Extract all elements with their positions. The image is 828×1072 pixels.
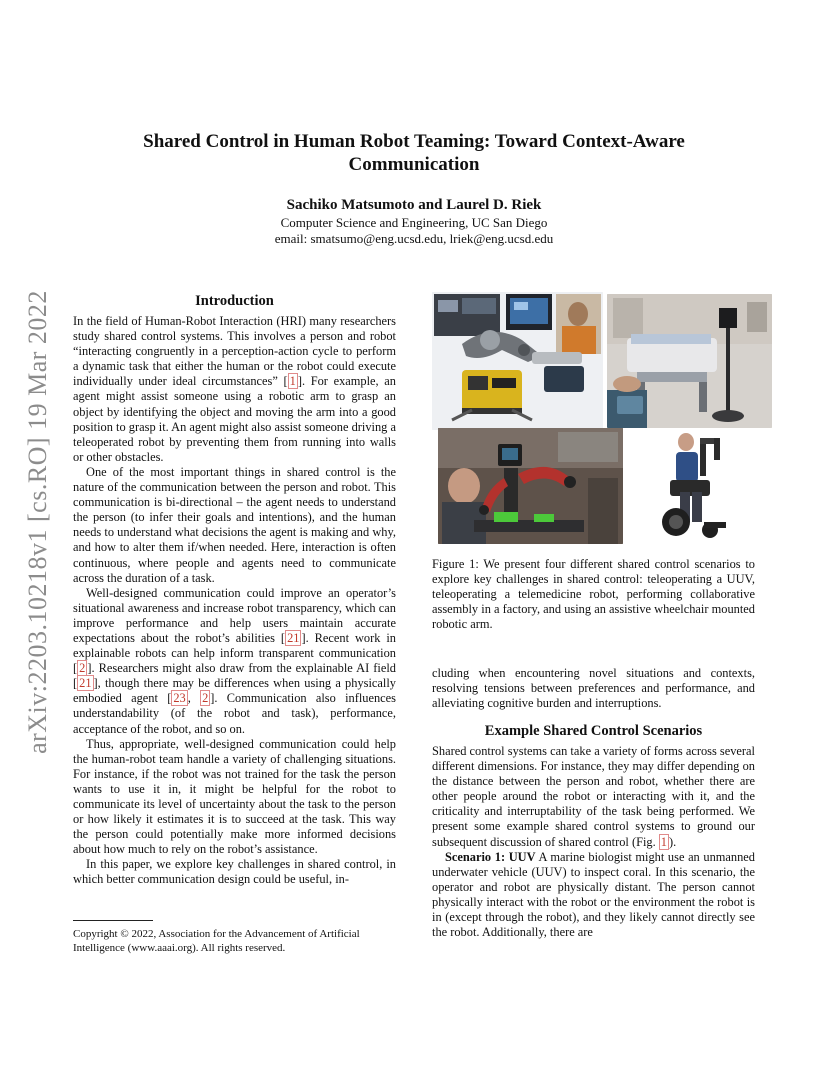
figure-reference-link[interactable]: 1 [660, 834, 667, 849]
figure-1 [432, 292, 772, 552]
scenarios-section [432, 722, 755, 940]
figure-panel-factory [438, 428, 623, 544]
scenarios-heading: Example Shared Control Scenarios [484, 723, 703, 739]
intro-paragraph-2: One of the most important things in shared control is the nature of the communication between the person and robot. This communication is bi-directional – the agent needs to understand the person (to infer their goals and intentions), and the human needs to understand what decisions the agent is making and why, and how to alter them if/when needed. Here, interaction is often continuous, where people and agents need to communicate across the duration of a task. [73, 464, 396, 585]
scenarios-paragraph-2: Scenario 1: UUV A marine biologist might use an unmanned underwater vehicle (UUV) to inspect coral. In this scenario, the operator and robot are physically distant. The person cannot physically interact with the robot or the environment the robot is in (except through the robot), and they likely cannot directly see the robot. Additionally, there are [432, 849, 755, 940]
arxiv-stamp-text: arXiv:2203.10218v1 [cs.RO] 19 Mar 2022 [23, 290, 52, 754]
citation-link[interactable]: 1 [289, 374, 296, 389]
figure-caption: Figure 1: We present four different shared control scenarios to explore key challenges in shared control: teleoperating a UUV, teleoperating a telemedicine robot, performing collaborative assembly in a factory, and using an assistive wheelchair mounted robotic arm. [432, 557, 755, 632]
arxiv-stamp [20, 282, 56, 762]
intro-paragraph-1: In the field of Human-Robot Interaction (HRI) many researchers study shared control systems. This involves a person and robot “interacting congruently in a perception-action cycle to perform a dynamic task that either the human or the robot could execute individually under ideal circumstances” [ 1 ]. For example, an agent might assist someone using a robotic arm to grasp an object by identifying the object and moving the arm into a good position to grasp it. An agent might also assist someone driving a teleoperated robot by preventing them from running into walls or other obstacles. [73, 314, 397, 464]
intro-continuation: cluding when encountering novel situations and contexts, resolving tensions between preferences and performance, and alleviating cognitive burden and interruptions. [432, 666, 755, 711]
citation-link[interactable]: 21 [79, 676, 92, 691]
introduction-heading: Introduction [195, 293, 274, 309]
left-column [73, 292, 396, 888]
paper-title [100, 130, 728, 176]
citation-link[interactable]: 2 [202, 691, 209, 706]
title-line-2: Communication [348, 154, 480, 175]
intro-paragraph-4: Thus, appropriate, well-designed communication could help the human-robot team handle a variety of challenging situations. For instance, if the robot was not trained for the task the person wants to use it in, it might be helpful for the robot to communicate its level of uncertainty about the task to the person or how likely it estimates it is to succeed at the task. This way the person could potentially make more informed decisions about how much to rely on the robot’s assistance. [73, 736, 396, 857]
scenario-1-lead: Scenario 1: UUV [445, 849, 536, 864]
right-column-continuation [432, 666, 755, 711]
authors: Sachiko Matsumoto and Laurel D. Riek [286, 197, 542, 213]
intro-paragraph-3: Well-designed communication could improve an operator’s situational awareness and increase robot transparency, which can improve performance and help users maintain accurate expectations about the robot’s abilities [ 21 ]. Recent work in explainable robots can help inform transparent communication [ 2 ]. Researchers might also draw from the explainable AI field [ 21 ], though there may be differences when using a physically embodied agent [ 23 , 2 ]. Communication also influences understandability (of the robot and task), performance, acceptance of the robot, and so on. [73, 585, 396, 736]
footnote-divider [73, 920, 153, 921]
copyright-footnote: Copyright © 2022, Association for the Advancement of Artificial Intelligence (www.aaai.org). All rights reserved. [73, 928, 360, 954]
citation-link[interactable]: 21 [287, 630, 300, 645]
affiliation: Computer Science and Engineering, UC San Diego [280, 215, 548, 230]
title-line-1: Shared Control in Human Robot Teaming: Toward Context-Aware [143, 131, 685, 152]
figure-panel-uuv [432, 292, 603, 430]
figure-panel-wheelchair [660, 430, 740, 544]
citation-link[interactable]: 23 [173, 691, 186, 706]
email: email: smatsumo@eng.ucsd.edu, lriek@eng.ucsd.edu [274, 231, 554, 246]
intro-paragraph-5: In this paper, we explore key challenges in shared control, in which better communication design could be useful, in- [73, 857, 396, 887]
citation-link[interactable]: 2 [79, 661, 86, 676]
scenarios-paragraph-1: Shared control systems can take a variety of forms across several different dimensions. For instance, they may differ depending on the distance between the person and robot, whether there are other people around the robot or interacting with it, and the criticality and interruptability of the task being performed. We present some example shared control systems to ground our subsequent discussion of shared control (Fig. 1 ). [432, 744, 755, 849]
figure-panel-telemedicine [607, 294, 772, 428]
